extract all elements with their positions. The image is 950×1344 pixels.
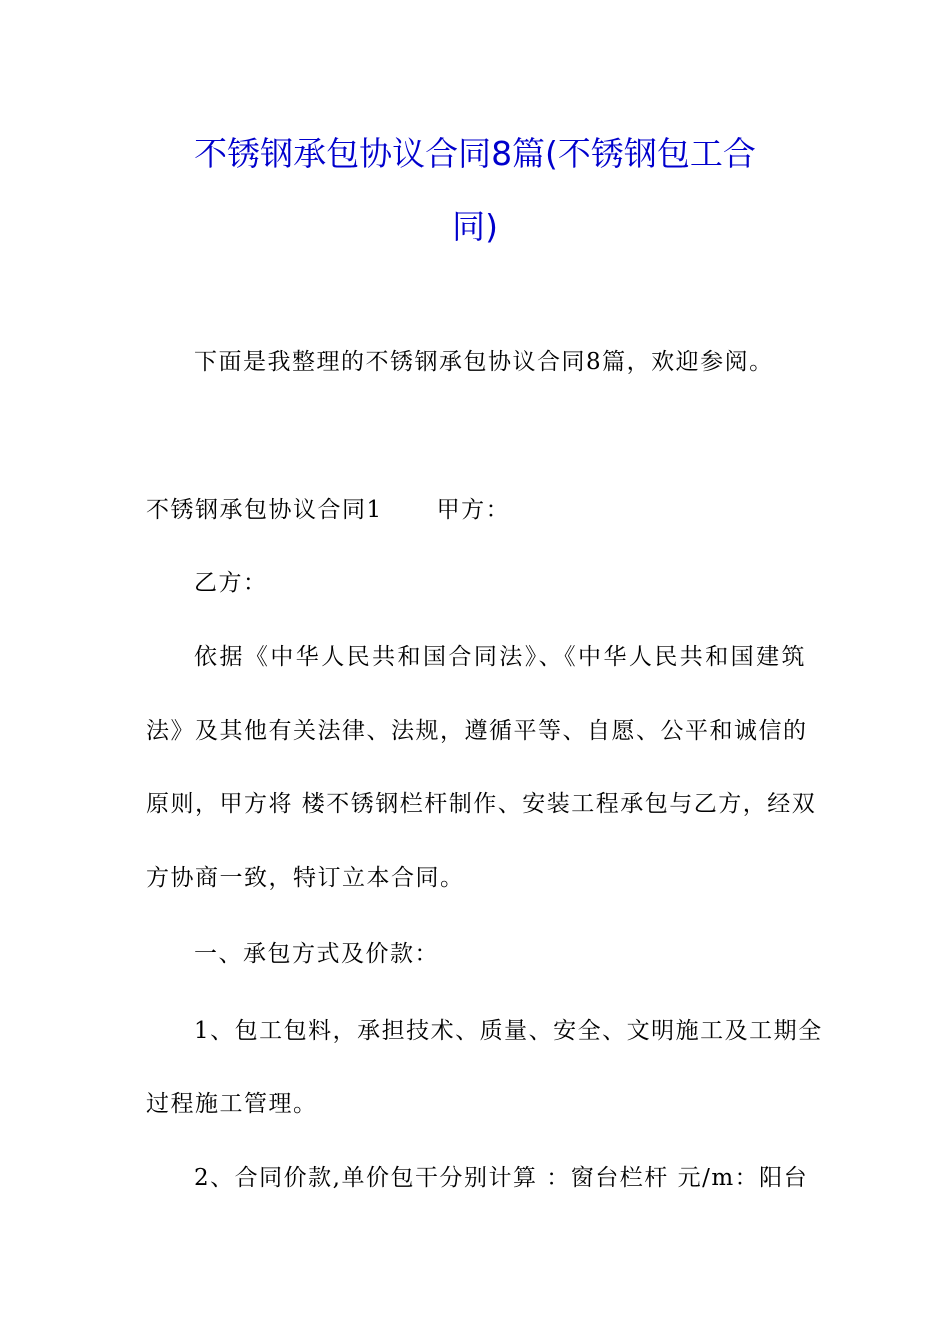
item-1-line-2: 过程施工管理。 bbox=[146, 1091, 318, 1117]
section-1-heading: 不锈钢承包协议合同1 bbox=[146, 497, 383, 523]
basis-paragraph-line-2: 法》及其他有关法律、法规，遵循平等、自愿、公平和诚信的 bbox=[146, 718, 808, 744]
item-1-line-1: 1、包工包料，承担技术、质量、安全、文明施工及工期全 bbox=[194, 1018, 823, 1044]
basis-paragraph-line-1: 依据《中华人民共和国合同法》、《中华人民共和国建筑 bbox=[194, 644, 806, 670]
party-b-label: 乙方： bbox=[194, 570, 268, 596]
basis-paragraph-line-4: 方协商一致，特订立本合同。 bbox=[146, 865, 465, 891]
intro-paragraph: 下面是我整理的不锈钢承包协议合同8篇，欢迎参阅。 bbox=[194, 349, 774, 375]
basis-paragraph-line-3: 原则，甲方将 楼不锈钢栏杆制作、安装工程承包与乙方，经双 bbox=[146, 791, 817, 817]
document-title-line-1: 不锈钢承包协议合同8篇(不锈钢包工合 bbox=[194, 134, 756, 173]
document-title-line-2: 同) bbox=[452, 207, 498, 246]
party-a-label: 甲方： bbox=[436, 497, 511, 523]
clause-1-heading: 一、承包方式及价款： bbox=[194, 941, 439, 967]
item-2-line-1: 2、合同价款,单价包干分别计算 ：窗台栏杆 元/m：阳台 bbox=[194, 1165, 809, 1191]
section-1-heading-line bbox=[146, 474, 806, 547]
